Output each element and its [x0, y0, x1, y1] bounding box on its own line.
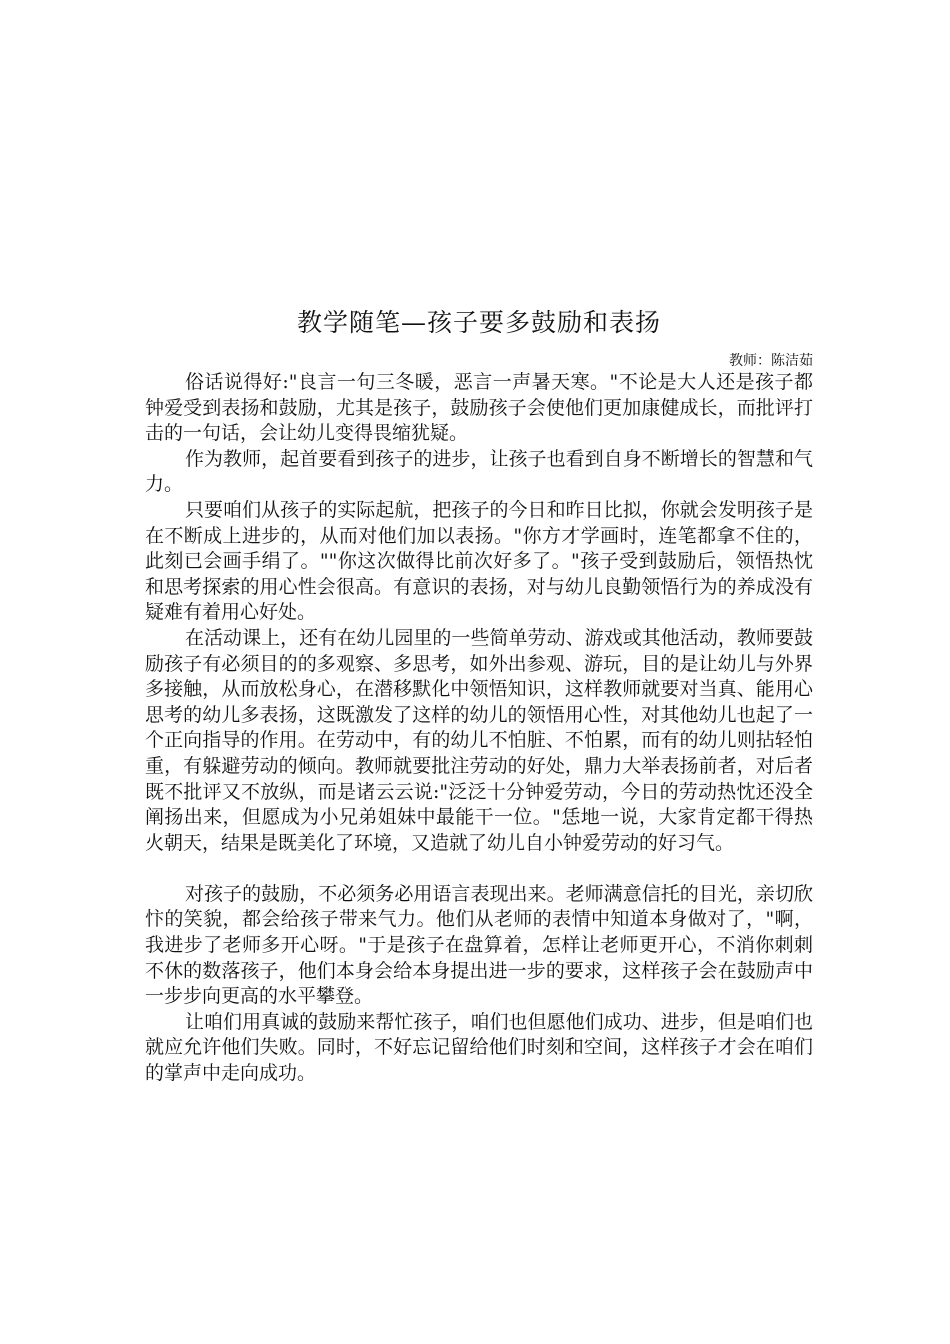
paragraph: 作为教师，起首要看到孩子的进步，让孩子也看到自身不断增长的智慧和气力。	[145, 447, 813, 496]
paragraph: 让咱们用真诚的鼓励来帮忙孩子，咱们也但愿他们成功、进步，但是咱们也就应允许他们失败。同时，不好忘记留给他们时刻和空间，这样孩子才会在咱们的掌声中走向成功。	[145, 1010, 813, 1085]
document-title: 教学随笔—孩子要多鼓励和表扬	[296, 308, 661, 337]
paragraph-gap	[145, 856, 813, 882]
document-page	[145, 0, 813, 1344]
author-line: 教师：陈洁茹	[729, 353, 813, 369]
paragraph: 在活动课上，还有在幼儿园里的一些简单劳动、游戏或其他活动，教师要鼓励孩子有必须目的的多观察、多思考，如外出参观、游玩，目的是让幼儿与外界多接触，从而放松身心，在潜移默化中领悟知识，这样教师就要对当真、能用心思考的幼儿多表扬，这既激发了这样的幼儿的领悟用心性，对其他幼儿也起了一个正向指导的作用。在劳动中，有的幼儿不怕脏、不怕累，而有的幼儿则拈轻怕重，有躲避劳动的倾向。教师就要批注劳动的好处，鼎力大举表扬前者，对后者既不批评又不放纵，而是诸云云说:"泛泛十分钟爱劳动，今日的劳动热忱还没全阐扬出来，但愿成为小兄弟姐妹中最能干一位。"恁地一说，大家肯定都干得热火朝天，结果是既美化了环境，又造就了幼儿自小钟爱劳动的好习气。	[145, 626, 813, 854]
document-body	[145, 370, 813, 1087]
paragraph: 只要咱们从孩子的实际起航，把孩子的今日和昨日比拟，你就会发明孩子是在不断成上进步的，从而对他们加以表扬。"你方才学画时，连笔都拿不住的，此刻已会画手绢了。""你这次做得比前次好多了。"孩子受到鼓励后，领悟热忱和思考探索的用心性会很高。有意识的表扬，对与幼儿良勤领悟行为的养成没有疑难有着用心好处。	[145, 498, 813, 624]
paragraph: 俗话说得好:"良言一句三冬暖，恶言一声暑天寒。"不论是大人还是孩子都钟爱受到表扬和鼓励，尤其是孩子，鼓励孩子会使他们更加康健成长，而批评打击的一句话，会让幼儿变得畏缩犹疑。	[145, 371, 813, 445]
paragraph: 对孩子的鼓励，不必须务必用语言表现出来。老师满意信托的目光，亲切欣忭的笑貌，都会给孩子带来气力。他们从老师的表情中知道本身做对了，"啊，我进步了老师多开心呀。"于是孩子在盘算着，怎样让老师更开心，不消你刺刺不休的数落孩子，他们本身会给本身提出进一步的要求，这样孩子会在鼓励声中一步步向更高的水平攀登。	[145, 882, 813, 1008]
